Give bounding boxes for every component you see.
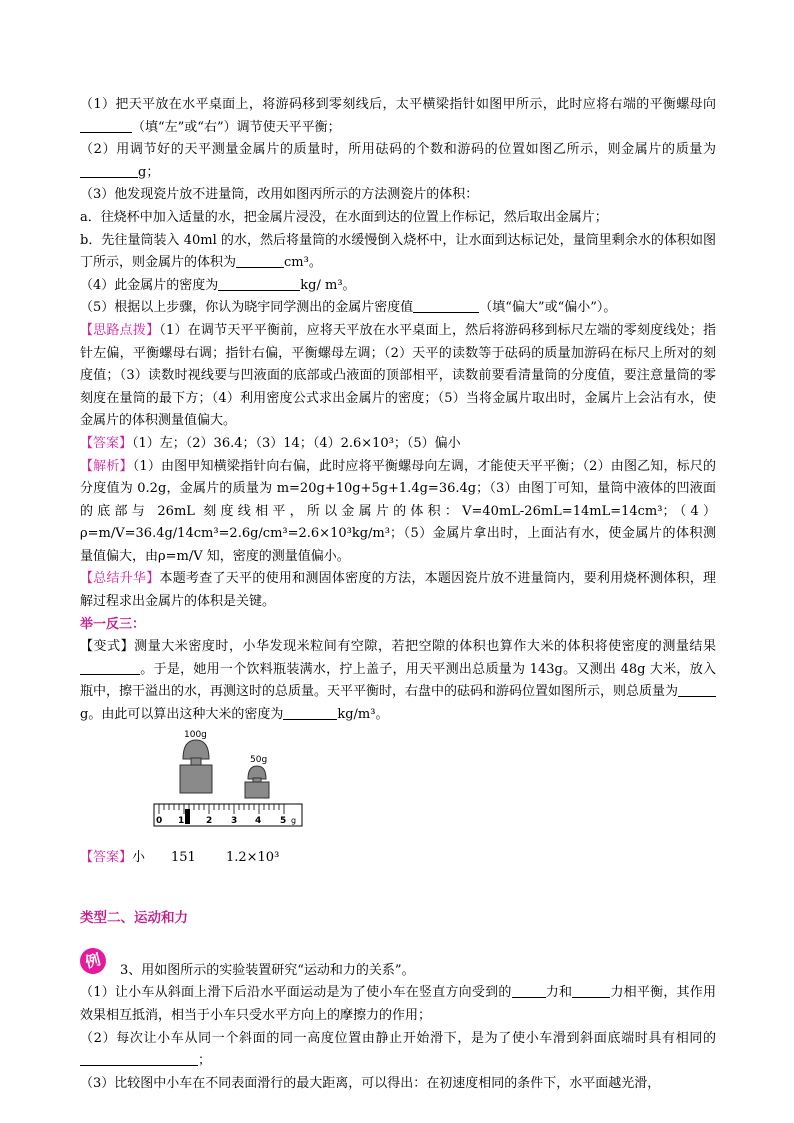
answer-blank [80, 118, 132, 133]
rider-scale [154, 804, 302, 826]
tips-label: 【思路点拨】 [80, 322, 160, 338]
q1-part3b: b．先往量筒装入 40ml 的水，然后将量筒的水缓慢倒入烧杯中，让水面到达标记处，量筒里剩余水的体积如图丁所示，则金属片的体积为 cm³。 [80, 232, 716, 271]
rider-marker [185, 809, 190, 818]
document-body [80, 94, 716, 1095]
q1-part3a: a．往烧杯中加入适量的水，把金属片浸没，在水面到达的位置上作标记，然后取出金属片； [80, 209, 608, 225]
analysis-label: 【解析】 [80, 458, 133, 474]
scale-label-0: 0 [156, 815, 163, 826]
weight-50g-icon [245, 766, 269, 798]
scale-label-4: 4 [255, 815, 262, 826]
practice-answer-label: 【答案】 [80, 849, 133, 865]
q3-part3: （3）比较图中小车在不同表面滑行的最大距离，可以得出：在初速度相同的条件下，水平面越光滑， [80, 1075, 661, 1091]
q1-part5: （5）根据以上步骤，你认为晓宇同学测出的金属片密度值 （填“偏大”或“偏小”）。 [80, 300, 617, 316]
weight-50g-label: 50g [250, 754, 268, 765]
scale-label-2: 2 [206, 815, 213, 826]
q1-part1: （1）把天平放在水平桌面上，将游码移到零刻线后，太平横梁指针如图甲所示，此时应将右端的平衡螺母向（填“左”或“右”）调节使天平平衡； [80, 97, 716, 135]
q1-part3: （3）他发现瓷片放不进量筒，改用如图丙所示的方法测瓷片的体积： [80, 187, 479, 203]
analysis-paragraph: 【解析】（1）由图甲知横梁指针向右偏，此时应将平衡螺母向左调，才能使天平平衡；（2）由图乙知，标尺的分度值为 0.2g，金属片的质量为 m=20g+10g+5g+1.4g=36.4g；（3）由图丁可知，量筒中液体的凹液面的底部与 26mL 刻度线相平，所以金属片的体积：V=40mL-26mL=14mL=14cm³；（4）ρ=m/V=36.4g/14cm³=2.6g/cm³=2.6×10³kg/m³；（5）金属片拿出时，上面沾有水，使金属片的体积测量值偏大，由ρ=m/V 知，密度的测量值偏小。 [80, 458, 716, 564]
answer-blank [236, 253, 284, 268]
weight-100g-label: 100g [184, 729, 207, 740]
scale-unit: g [291, 815, 297, 825]
answer-blank [283, 705, 337, 720]
answer-blank [218, 276, 300, 291]
practice-heading: 举一反三： [80, 616, 146, 632]
example-badge: 例 [77, 945, 109, 977]
answer-label: 【答案】 [80, 435, 133, 451]
q1-part2: （2）用调节好的天平测量金属片的质量时，所用砝码的个数和游码的位置如图乙所示，则金属片的质量为g； [80, 142, 716, 180]
practice-answer: 【答案】小 151 1.2×10³ [80, 849, 280, 865]
balance-figure [80, 727, 716, 847]
q3-part1: （1）让小车从斜面上滑下后沿水平面运动是为了使小车在竖直方向受到的 力和 力相平衡，其作用效果相互抵消，相当于小车只受水平方向上的摩擦力的作用； [80, 985, 716, 1023]
answer-blank [80, 660, 140, 675]
answer-blank [413, 298, 479, 313]
answer-paragraph: 【答案】（1）左；（2）36.4；（3）14；（4）2.6×10³；（5）偏小 [80, 435, 461, 451]
scale-label-3: 3 [231, 815, 238, 826]
variant-label: 【变式】 [80, 639, 135, 655]
q3-title: 3、用如图所示的实验装置研究“运动和力的关系”。 [120, 962, 415, 978]
tips-paragraph: 【思路点拨】（1）在调节天平平衡前，应将天平放在水平桌面上，然后将游码移到标尺左端的零刻度线处；指针左偏，平衡螺母右调；指针右偏，平衡螺母左调；（2）天平的读数等于砝码的质量加游码在标尺上所对的刻度值；（3）读数时视线要与凹液面的底部或凸液面的顶部相平，读数前要看清量筒的分度值，要注意量筒的零刻度在量筒的最下方；（4）利用密度公式求出金属片的密度；（5）当将金属片取出时，金属片上会沾有水，使金属片的体积测量值偏大。 [80, 322, 716, 429]
example-block [80, 949, 716, 983]
summary-paragraph: 【总结升华】本题考查了天平的使用和测固体密度的方法，本题因瓷片放不进量筒内，要利用烧杯测体积，理解过程求出金属片的体积是关键。 [80, 571, 716, 610]
answer-blank [80, 163, 138, 178]
weight-100g-icon [180, 740, 212, 793]
summary-label: 【总结升华】 [80, 571, 160, 587]
q3-part2: （2）每次让小车从同一个斜面的同一高度位置由静止开始滑下，是为了使小车滑到斜面底端时具有相同的； [80, 1030, 716, 1069]
answer-blank [512, 983, 546, 998]
q1-part4: （4）此金属片的密度为 kg/ m³。 [80, 277, 356, 293]
answer-blank [678, 682, 716, 697]
answer-blank [572, 983, 610, 998]
weights-and-scale-diagram [80, 727, 716, 847]
scale-label-5: 5 [280, 815, 287, 826]
scale-label-1: 1 [178, 815, 185, 826]
variant-paragraph: 【变式】测量大米密度时，小华发现米粒间有空隙，若把空隙的体积也算作大米的体积将使密度的测量结果。于是，她用一个饮料瓶装满水，拧上盖子，用天平测出总质量为 143g。又测出 48g 大米，放入瓶中，擦干溢出的水，再测这时的总质量。天平平衡时，右盘中的砝码和游码位置如图所示，则总质量为g。由此可以算出这种大米的密度为 kg/m³。 [80, 639, 716, 723]
section-heading: 类型二、运动和力 [80, 910, 188, 927]
answer-blank [80, 1051, 198, 1066]
